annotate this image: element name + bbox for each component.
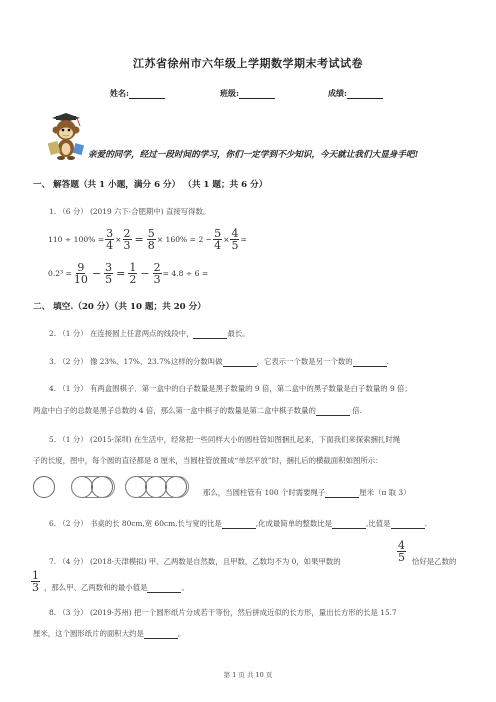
denominator: 8: [147, 239, 155, 252]
q7-part-c: ，那么甲、乙两数和的最小值是: [44, 583, 148, 592]
q3-part-a: 3. （2 分） 像 23%、17%、23.7%这样的分数叫做: [49, 357, 223, 366]
q1-line2-a: 0.2³ =: [48, 269, 72, 278]
answer-blank[interactable]: [144, 631, 178, 639]
denominator: 5: [231, 239, 239, 252]
q1-line1: [48, 228, 247, 251]
q1-text: 1. （6 分） (2019 六下·合肥期中) 直接写得数。: [49, 207, 211, 216]
q6-part-b: ,化成最简单的整数比是: [255, 519, 333, 528]
q3-text: [49, 356, 389, 367]
fraction: [213, 228, 222, 251]
fraction: [230, 228, 239, 251]
numerator: 3: [105, 261, 113, 274]
denominator: 4: [214, 239, 222, 252]
numerator: 2: [123, 227, 131, 240]
answer-blank[interactable]: [325, 490, 359, 498]
answer-blank[interactable]: [222, 521, 256, 529]
q1-line2-b: = 4.8 ÷ 6 =: [162, 269, 209, 278]
answer-blank[interactable]: [193, 331, 227, 339]
fraction: [73, 262, 89, 285]
operator: =: [134, 233, 144, 246]
class-field: [220, 88, 275, 99]
q1-line2: [48, 262, 208, 285]
q8-part-a: 厘米，这个圆形纸片的面积大约是: [33, 629, 144, 638]
answer-blank[interactable]: [391, 521, 425, 529]
operator: ×: [115, 235, 122, 244]
q8-part-b: 。: [177, 629, 186, 638]
q2-part-a: 2. （1 分） 在连接圆上任意两点的线段中，: [49, 329, 194, 338]
denominator: 10: [73, 273, 88, 286]
class-blank[interactable]: [239, 90, 275, 99]
q4-part-a: 两盒中白子的总数是黑子总数的 4 倍，那么第一盒中棋子的数量是第二盒中棋子数量的: [33, 406, 316, 415]
q7-fraction-a: [396, 540, 407, 563]
fraction: [104, 262, 113, 285]
answer-blank[interactable]: [332, 521, 366, 529]
fraction: [147, 228, 156, 251]
fraction: [105, 228, 114, 251]
rope-outline: [125, 476, 189, 498]
section2-heading: 二、 填空.（20 分）（共 10 题；共 20 分）: [33, 302, 206, 312]
numerator: 3: [106, 227, 114, 240]
fraction: [31, 570, 40, 593]
q1-line1-a: 110 ÷ 100% =: [48, 235, 105, 244]
q3-part-c: .: [386, 357, 390, 366]
answer-blank[interactable]: [147, 585, 181, 593]
q8-line2: [33, 628, 185, 639]
numerator: 4: [398, 539, 405, 552]
document-title: 江苏省徐州市六年级上学期数学期末考试试卷: [133, 57, 363, 70]
score-label: 成绩:: [328, 88, 347, 98]
answer-blank[interactable]: [223, 359, 257, 367]
q6-part-d: .: [424, 519, 427, 528]
page-footer: 第 1 页 共 10 页: [223, 671, 273, 679]
q2-part-b: 最长。: [227, 329, 250, 338]
numerator: 5: [147, 227, 155, 240]
q7-line1: [49, 556, 341, 567]
section1-heading: 一、 解答题（共 1 小题，满分 6 分） （共 1 题；共 6 分）: [33, 180, 268, 190]
numerator: 5: [214, 227, 222, 240]
operator: −: [140, 267, 150, 280]
name-label: 姓名:: [110, 88, 129, 98]
score-field: [328, 88, 383, 99]
q5-part-a: 那么，当圆柱管有 100 个时需要绳子: [203, 488, 326, 497]
q7-fraction-b: [30, 570, 41, 593]
q4-line1: 4. （1 分） 有两盒围棋子．第一盒中的白子数量是黑子数量的 9 倍，第二盒中的黑子数量是白子数量的 9 倍；: [49, 384, 412, 393]
q1-line1-b: × 160% = 2 −: [156, 235, 213, 244]
operator: ×: [223, 235, 230, 244]
score-blank[interactable]: [347, 90, 383, 99]
q3-part-b: ，它表示一个数是另一个数的: [256, 357, 353, 366]
answer-blank[interactable]: [316, 408, 350, 416]
operator: =: [240, 235, 247, 244]
name-blank[interactable]: [129, 90, 165, 99]
q8-line1: 8. （3 分） (2019·苏州) 把一个圆形纸片分成若干等份，然后拼成近似的长方形，量出长方形的长是 15.7: [49, 608, 397, 617]
q6-text: [49, 518, 427, 529]
q2-text: [49, 328, 250, 339]
denominator: 4: [106, 239, 114, 252]
rope-outline: [71, 476, 115, 498]
q7-line2: [44, 582, 189, 593]
numerator: 9: [77, 261, 85, 274]
denominator: 3: [32, 581, 39, 594]
q5-line3: [203, 487, 411, 498]
numerator: 1: [129, 261, 137, 274]
operator: =: [116, 267, 126, 280]
numerator: 2: [153, 261, 161, 274]
class-label: 班级:: [220, 88, 239, 98]
denominator: 5: [105, 273, 113, 286]
q5-part-b: 厘米（π 取 3）: [359, 488, 411, 497]
greeting-text: 亲爱的同学，经过一段时间的学习，你们一定学到不少知识，今天就让我们大显身手吧!: [88, 150, 419, 160]
fraction: [128, 262, 137, 285]
q7-part-a: 7. （4 分） (2018·天津模拟) 甲、乙两数是自然数，且甲数，乙数均不为 0，如果甲数的: [49, 557, 341, 566]
q6-part-a: 6. （2 分） 书桌的长 80cm,宽 60cm,长与宽的比是: [49, 519, 222, 528]
q7-part-b: 恰好是乙数的: [412, 557, 457, 566]
fraction: [153, 262, 162, 285]
numerator: 1: [32, 569, 39, 582]
answer-blank[interactable]: [353, 357, 390, 367]
q5-line2: 子的长度，图中，每个圆的直径都是 8 厘米，当圆柱管放置成“单层平放”时，捆扎后的横截面积如图所示：: [33, 456, 383, 465]
q7-part-d: 。: [181, 583, 189, 592]
name-field: [110, 88, 165, 99]
fraction: [397, 540, 406, 563]
numerator: 4: [231, 227, 239, 240]
denominator: 5: [398, 551, 405, 564]
q4-part-b: 倍.: [352, 406, 362, 415]
operator: −: [91, 267, 102, 280]
denominator: 2: [129, 273, 137, 286]
q5-line1: 5. （1 分） (2015·深圳) 在生活中，经常把一些同样大小的圆柱管如图捆扎起来，下面我们来探索捆扎时绳: [49, 435, 401, 444]
monkey-mascot-icon: [44, 112, 88, 162]
fraction: [123, 228, 132, 251]
denominator: 3: [153, 273, 161, 286]
q6-part-c: ,比值是: [366, 519, 391, 528]
pipe-circle: [33, 476, 55, 498]
denominator: 3: [123, 239, 131, 252]
q4-line2: [33, 405, 362, 416]
bundle-diagram: [33, 474, 203, 500]
